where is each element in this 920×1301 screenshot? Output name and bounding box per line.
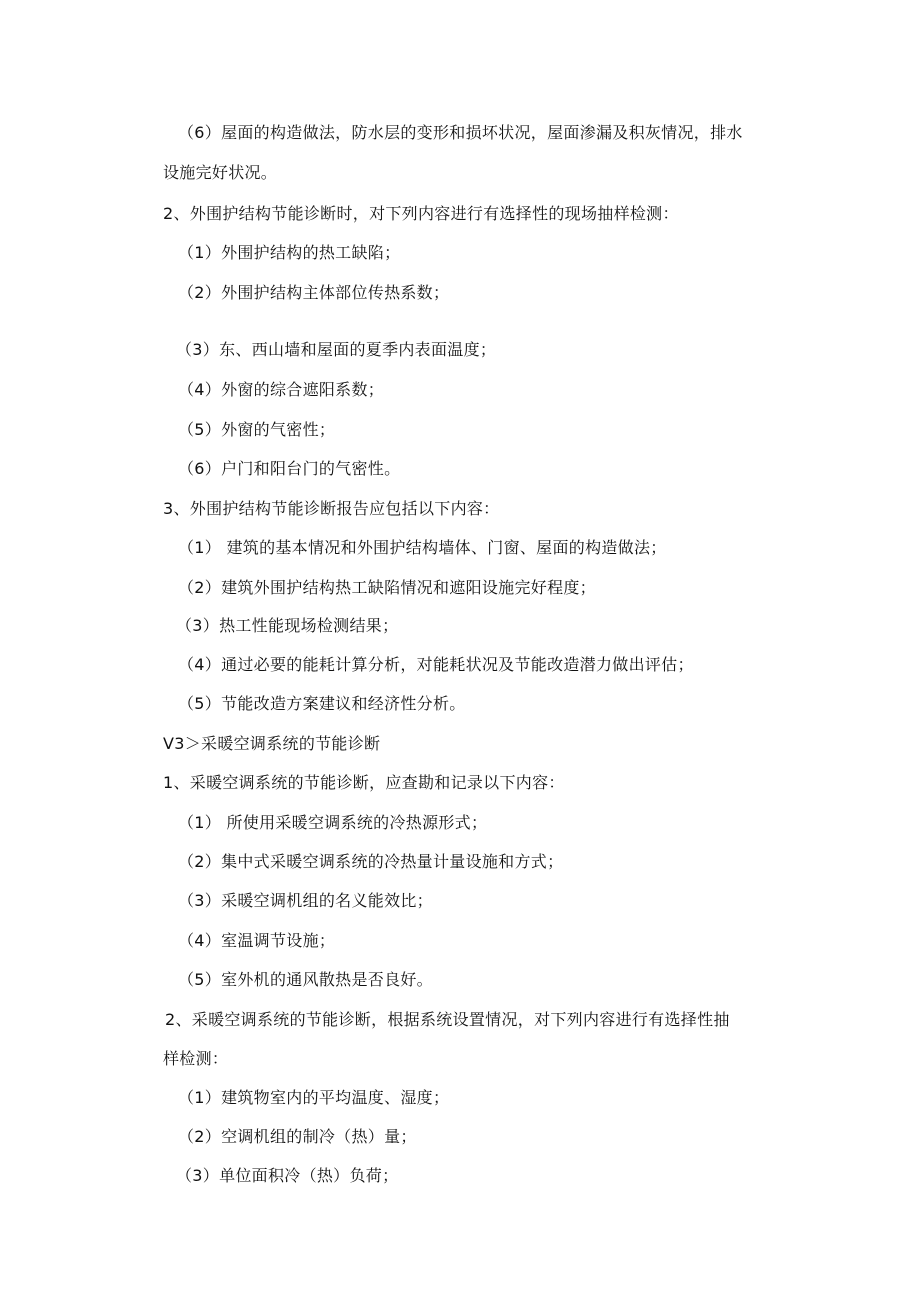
text-line: 1、采暖空调系统的节能诊断，应查勘和记录以下内容： xyxy=(163,773,565,792)
text-line: （3）东、西山墙和屋面的夏季内表面温度； xyxy=(176,340,497,359)
text-line: （2）空调机组的制冷（热）量； xyxy=(178,1127,417,1146)
text-line: （2）集中式采暖空调系统的冷热量计量设施和方式； xyxy=(178,852,564,871)
text-line: （3）热工性能现场检测结果； xyxy=(176,616,399,635)
text-line: 2、采暖空调系统的节能诊断，根据系统设置情况，对下列内容进行有选择性抽 xyxy=(165,1010,730,1029)
text-line: （1）建筑物室内的平均温度、湿度； xyxy=(178,1088,450,1107)
text-line: （1）外围护结构的热工缺陷； xyxy=(178,243,401,262)
text-line: （6）户门和阳台门的气密性。 xyxy=(178,459,401,478)
text-line: （4）外窗的综合遮阳系数； xyxy=(178,380,385,399)
text-line: （5）节能改造方案建议和经济性分析。 xyxy=(178,694,466,713)
text-line: （1） 建筑的基本情况和外围护结构墙体、门窗、屋面的构造做法； xyxy=(178,538,667,557)
text-line: （5）室外机的通风散热是否良好。 xyxy=(178,970,433,989)
text-line: 样检测： xyxy=(163,1049,229,1068)
text-line: （5）外窗的气密性； xyxy=(178,420,336,439)
text-line: （3）采暖空调机组的名义能效比； xyxy=(178,891,433,910)
section-heading: V3＞采暖空调系统的节能诊断 xyxy=(163,734,381,753)
text-line: 设施完好状况。 xyxy=(163,163,278,182)
text-line: （6）屋面的构造做法，防水层的变形和损坏状况，屋面渗漏及积灰情况，排水 xyxy=(178,123,743,142)
text-line: （3）单位面积冷（热）负荷； xyxy=(176,1166,399,1185)
text-line: （1） 所使用采暖空调系统的冷热源形式； xyxy=(178,813,488,832)
text-line: （2）建筑外围护结构热工缺陷情况和遮阳设施完好程度； xyxy=(178,578,596,597)
text-line: （2）外围护结构主体部位传热系数； xyxy=(178,283,450,302)
text-line: 2、外围护结构节能诊断时，对下列内容进行有选择性的现场抽样检测： xyxy=(163,204,679,223)
text-line: （4）通过必要的能耗计算分析，对能耗状况及节能改造潜力做出评估； xyxy=(178,655,694,674)
text-line: 3、外围护结构节能诊断报告应包括以下内容： xyxy=(163,499,500,518)
text-line: （4）室温调节设施； xyxy=(178,931,336,950)
